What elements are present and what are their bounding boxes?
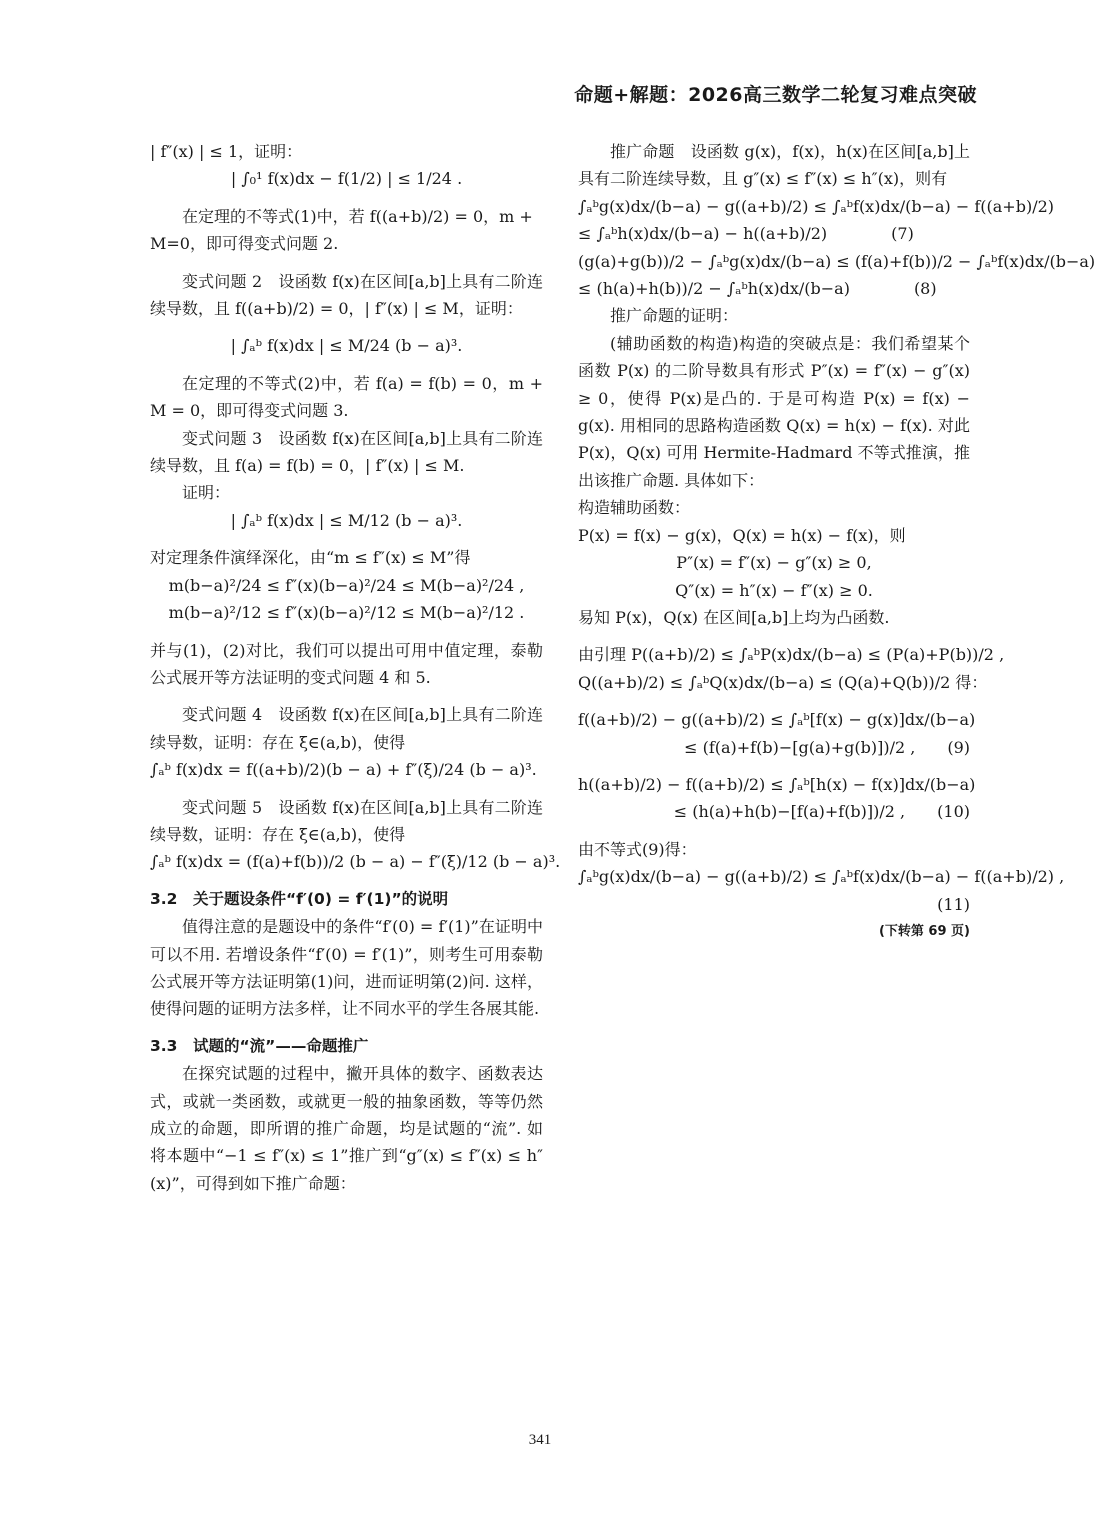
display-formula: ∫ₐᵇ f(x)dx = (f(a)+f(b))/2 (b − a) − f″(ξ)/12 (b − a)³. <box>150 852 561 872</box>
page-number: 341 <box>528 1432 552 1448</box>
display-formula-9: ≤ (f(a)+f(b)−[g(a)+g(b)])/2 , (9) <box>684 737 970 757</box>
display-formula: ∫ₐᵇ f(x)dx = f((a+b)/2)(b − a) + f″(ξ)/24 (b − a)³. <box>150 760 537 780</box>
paragraph: 在探究试题的过程中，撇开具体的数字、函数表达式，或就一类函数，或就更一般的抽象函数，等等仍然成立的命题，即所谓的推广命题，均是试题的“流”. 如将本题中“−1 ≤ f″(x) ≤ 1”推广到“g″(x) ≤ f″(x) ≤ h″(x)”，可得到如下推广命题： <box>150 1064 543 1193</box>
variant-problem-4: 变式问题 4 设函数 f(x)在区间[a,b]上具有二阶连续导数，证明：存在 ξ∈(a,b)，使得 <box>150 705 543 752</box>
display-formula: m(b−a)²/24 ≤ f″(x)(b−a)²/24 ≤ M(b−a)²/24 , <box>168 575 525 595</box>
text-line: 证明： <box>182 483 231 503</box>
variant-problem-2: 变式问题 2 设函数 f(x)在区间[a,b]上具有二阶连续导数，且 f((a+b)/2) = 0，| f″(x) | ≤ M，证明： <box>150 271 543 319</box>
text-line: | f″(x) | ≤ 1，证明： <box>150 142 303 161</box>
section-heading-3-2: 3.2 关于题设条件“f′(0) = f′(1)”的说明 <box>150 889 449 908</box>
text-line: 由不等式(9)得： <box>578 839 697 859</box>
text-line: 推广命题的证明： <box>610 306 739 326</box>
display-formula: ∫ₐᵇg(x)dx/(b−a) − g((a+b)/2) ≤ ∫ₐᵇf(x)dx/(b−a) − f((a+b)/2) <box>578 196 1054 216</box>
display-formula: Q″(x) = h″(x) − f″(x) ≥ 0. <box>675 580 873 600</box>
display-formula-10: ≤ (h(a)+h(b)−[f(a)+f(b)])/2 , (10) <box>673 802 970 822</box>
text-line: 构造辅助函数： <box>578 498 691 518</box>
display-formula: m(b−a)²/12 ≤ f″(x)(b−a)²/12 ≤ M(b−a)²/12 . <box>168 603 525 623</box>
paragraph: 在定理的不等式(2)中，若 f(a) = f(b) = 0，m + M = 0，即可得变式问题 3. <box>150 373 543 421</box>
display-formula: P(x) = f(x) − g(x)，Q(x) = h(x) − f(x)，则 <box>578 525 906 545</box>
display-formula-8: ≤ (h(a)+h(b))/2 − ∫ₐᵇh(x)dx/(b−a) (8) <box>578 279 937 299</box>
running-header: 命题+解题：2026高三数学二轮复习难点突破 <box>574 84 977 106</box>
display-formula: | ∫ₐᵇ f(x)dx | ≤ M/12 (b − a)³. <box>230 510 463 530</box>
section-heading-3-3: 3.3 试题的“流”——命题推广 <box>150 1036 369 1055</box>
paragraph: M=0，即可得变式问题 2. <box>150 234 339 254</box>
paragraph: (辅助函数的构造)构造的突破点是：我们希望某个函数 P(x) 的二阶导数具有形式 P″(x) = f″(x) − g″(x) ≥ 0，使得 P(x)是凸的. 于是可构造 P(x) = f(x) − g(x). 用相同的思路构造函数 Q(x) = h(x) − f(x). 对此 P(x)，Q(x) 可用 Hermite-Hadmard 不等式推演，推出该推广命题. 具体如下： <box>578 333 970 490</box>
display-formula: | ∫ₐᵇ f(x)dx | ≤ M/24 (b − a)³. <box>230 336 463 356</box>
paragraph: 在定理的不等式(1)中，若 f((a+b)/2) = 0，m + <box>182 206 533 226</box>
generalized-proposition: 推广命题 设函数 g(x)，f(x)，h(x)在区间[a,b]上具有二阶连续导数，且 g″(x) ≤ f″(x) ≤ h″(x)，则有 <box>578 142 970 189</box>
display-formula: h((a+b)/2) − f((a+b)/2) ≤ ∫ₐᵇ[h(x) − f(x)]dx/(b−a) <box>578 774 976 794</box>
variant-problem-3: 变式问题 3 设函数 f(x)在区间[a,b]上具有二阶连续导数，且 f(a) = f(b) = 0，| f″(x) | ≤ M. <box>150 428 543 476</box>
left-column <box>150 138 561 1197</box>
right-column <box>578 138 1095 945</box>
continued-note: (下转第 69 页) <box>878 923 970 939</box>
paragraph: 值得注意的是题设中的条件“f′(0) = f′(1)”在证明中可以不用. 若增设条件“f′(0) = f′(1)”，则考生可用泰勒公式展开等方法证明第(1)问，进而证明第(2)问. 这样，使得问题的证明方法多样，让不同水平的学生各展其能. <box>150 917 543 1019</box>
paragraph: 并与(1)，(2)对比，我们可以提出可用中值定理，泰勒公式展开等方法证明的变式问题 4 和 5. <box>150 640 543 687</box>
equation-number-11: (11) <box>937 894 970 914</box>
display-formula: 由引理 P((a+b)/2) ≤ ∫ₐᵇP(x)dx/(b−a) ≤ (P(a)+P(b))/2 , <box>578 645 1005 665</box>
display-formula: P″(x) = f″(x) − g″(x) ≥ 0, <box>676 553 872 573</box>
display-formula: f((a+b)/2) − g((a+b)/2) ≤ ∫ₐᵇ[f(x) − g(x)]dx/(b−a) <box>578 710 976 730</box>
display-formula: (g(a)+g(b))/2 − ∫ₐᵇg(x)dx/(b−a) ≤ (f(a)+f(b))/2 − ∫ₐᵇf(x)dx/(b−a) <box>578 251 1095 271</box>
paragraph: 对定理条件演绎深化，由“m ≤ f″(x) ≤ M”得 <box>150 548 471 568</box>
display-formula: | ∫₀¹ f(x)dx − f(1/2) | ≤ 1/24 . <box>230 169 463 189</box>
text-line: 易知 P(x)，Q(x) 在区间[a,b]上均为凸函数. <box>578 607 890 627</box>
display-formula-7: ≤ ∫ₐᵇh(x)dx/(b−a) − h((a+b)/2) (7) <box>578 224 914 244</box>
display-formula: ∫ₐᵇg(x)dx/(b−a) − g((a+b)/2) ≤ ∫ₐᵇf(x)dx/(b−a) − f((a+b)/2) , <box>578 867 1065 887</box>
display-formula: Q((a+b)/2) ≤ ∫ₐᵇQ(x)dx/(b−a) ≤ (Q(a)+Q(b))/2 得： <box>578 672 988 692</box>
variant-problem-5: 变式问题 5 设函数 f(x)在区间[a,b]上具有二阶连续导数，证明：存在 ξ∈(a,b)，使得 <box>150 797 543 844</box>
